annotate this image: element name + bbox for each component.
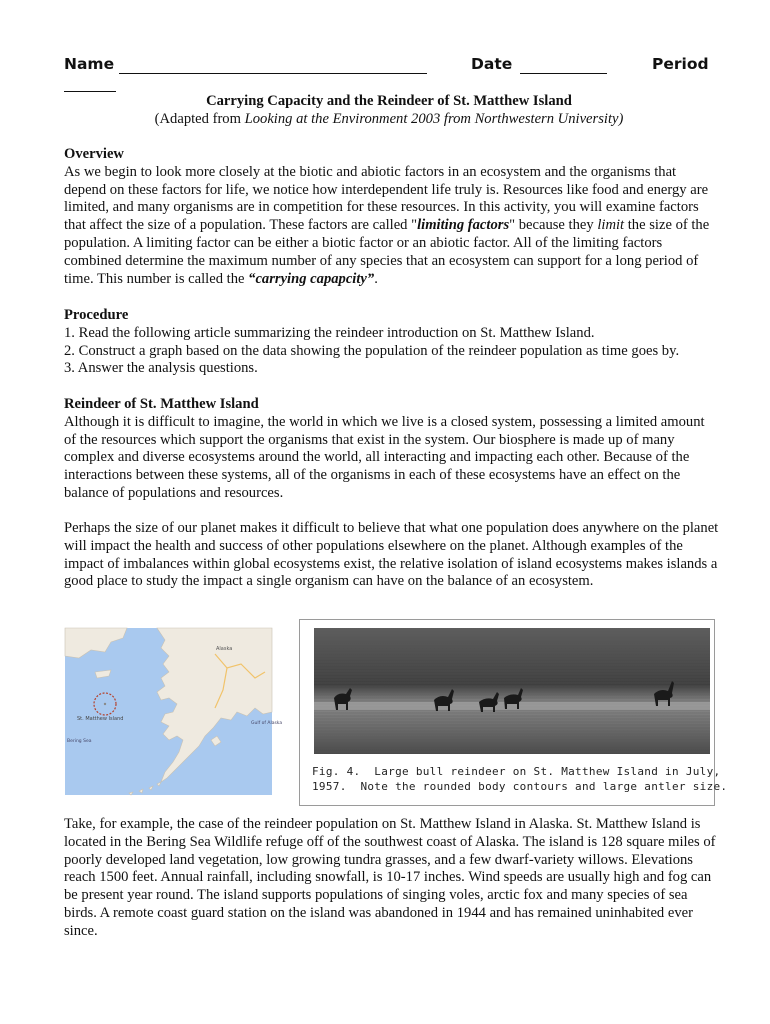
procedure-heading: Procedure <box>64 307 129 323</box>
date-label: Date <box>471 55 513 73</box>
procedure-step: 1. Read the following article summarizing the reindeer introduction on St. Matthew Island. <box>64 324 595 341</box>
map-label-st-matthew: St. Matthew Island <box>77 716 124 722</box>
overview-section <box>64 146 720 288</box>
reindeer-figure <box>299 619 728 806</box>
article-heading: Reindeer of St. Matthew Island <box>64 396 259 412</box>
reindeer-photo-graphic <box>314 628 710 754</box>
overview-text-part: the size of the population. A limiting factor can be either a biotic factor or an abiotic factor. All of the limiting factors combined determine the maximum number of any species that an ecosystem can support for a long period of time. This number is called the <box>64 217 710 287</box>
procedure-step: 2. Construct a graph based on the data showing the population of the reindeer population as time goes by. <box>64 342 680 359</box>
caption-line-1: Fig. 4. Large bull reindeer on St. Matthew Island in July, <box>312 765 721 778</box>
article-paragraph-3-block <box>64 816 720 941</box>
map-label-alaska: Alaska <box>216 646 233 652</box>
term-carrying-capacity: “carrying capapcity” <box>248 270 375 287</box>
overview-text-part: As we begin to look more closely at the biotic and abiotic factors in an ecosystem and the organisms that depend on these factors for life, we notice how interdependent life truly is. Resources like food and energy are limited, and many organisms are in competition for these resources. In this activity, you will examine factors that affect the size of a population. These factors are called " <box>64 163 709 234</box>
alaska-map-graphic <box>65 628 283 795</box>
map-label-bering-sea: Bering Sea <box>67 739 92 744</box>
subtitle-prefix: (Adapted from <box>154 111 245 127</box>
name-label: Name <box>64 55 115 73</box>
map-label-gulf: Gulf of Alaska <box>251 721 283 726</box>
photo-caption <box>312 764 728 794</box>
overview-heading: Overview <box>64 146 124 162</box>
procedure-step: 3. Answer the analysis questions. <box>64 360 258 377</box>
overview-text-part: " because they <box>509 217 598 234</box>
article-section <box>64 396 720 503</box>
article-paragraph-1: Although it is difficult to imagine, the world in which we live is a closed system, possessing a limited amount of the resources which support the organisms that exist in the system. Our biosphere is made up of many complex and diverse ecosystems around the world, all interacting and impacting each other. Because of the interactions between these systems, all of the organisms in each of these ecosystems have an effect on the balance of populations and resources. <box>64 413 705 501</box>
overview-text-part: . <box>374 270 378 287</box>
term-limit: limit <box>597 217 625 234</box>
overview-text <box>64 164 720 289</box>
subtitle-source: Looking at the Environment 2003 from Northwestern University) <box>244 111 624 127</box>
document-title: Carrying Capacity and the Reindeer of St. Matthew Island <box>206 93 572 109</box>
st-matthew-island-dot <box>104 703 106 705</box>
article-paragraph-2: Perhaps the size of our planet makes it difficult to believe that what one population does anywhere on the planet will impact the health and success of other populations elsewhere on the planet. Although examples of the impact of imbalances within global ecosystems exist, the relative isolation of island ecosystems makes islands a good place to study the impact a single organism can have on the balance of an ecosystem. <box>64 520 719 590</box>
article-paragraph-3: Take, for example, the case of the reindeer population on St. Matthew Island in Alaska. St. Matthew Island is located in the Bering Sea Wildlife refuge off of the southwest coast of Alaska. The island is 128 square miles of poorly developed land vegetation, low growing tundra grasses, and a few dwarf-variety willows. Elevations reach 1500 feet. Annual rainfall, including snowfall, is 10-17 inches. Wind speeds are usually high and fog can be present year round. The island supports populations of singing voles, arctic fox and many species of sea birds. A remote coast guard station on the island was abandoned in 1944 and has remained uninhabited ever since. <box>64 816 716 939</box>
article-paragraph-2-block <box>64 520 720 591</box>
caption-line-2: 1957. Note the rounded body contours and large antler size. <box>312 780 728 793</box>
document-subtitle <box>64 111 714 129</box>
date-blank <box>520 73 607 74</box>
alaska-map <box>65 628 283 795</box>
reindeer-photo <box>314 628 710 754</box>
period-blank <box>64 91 116 92</box>
procedure-section <box>64 307 720 378</box>
period-label: Period <box>652 55 709 73</box>
term-limiting-factors: limiting factors <box>417 217 510 234</box>
name-blank <box>119 73 427 74</box>
photo-grain <box>314 628 710 754</box>
